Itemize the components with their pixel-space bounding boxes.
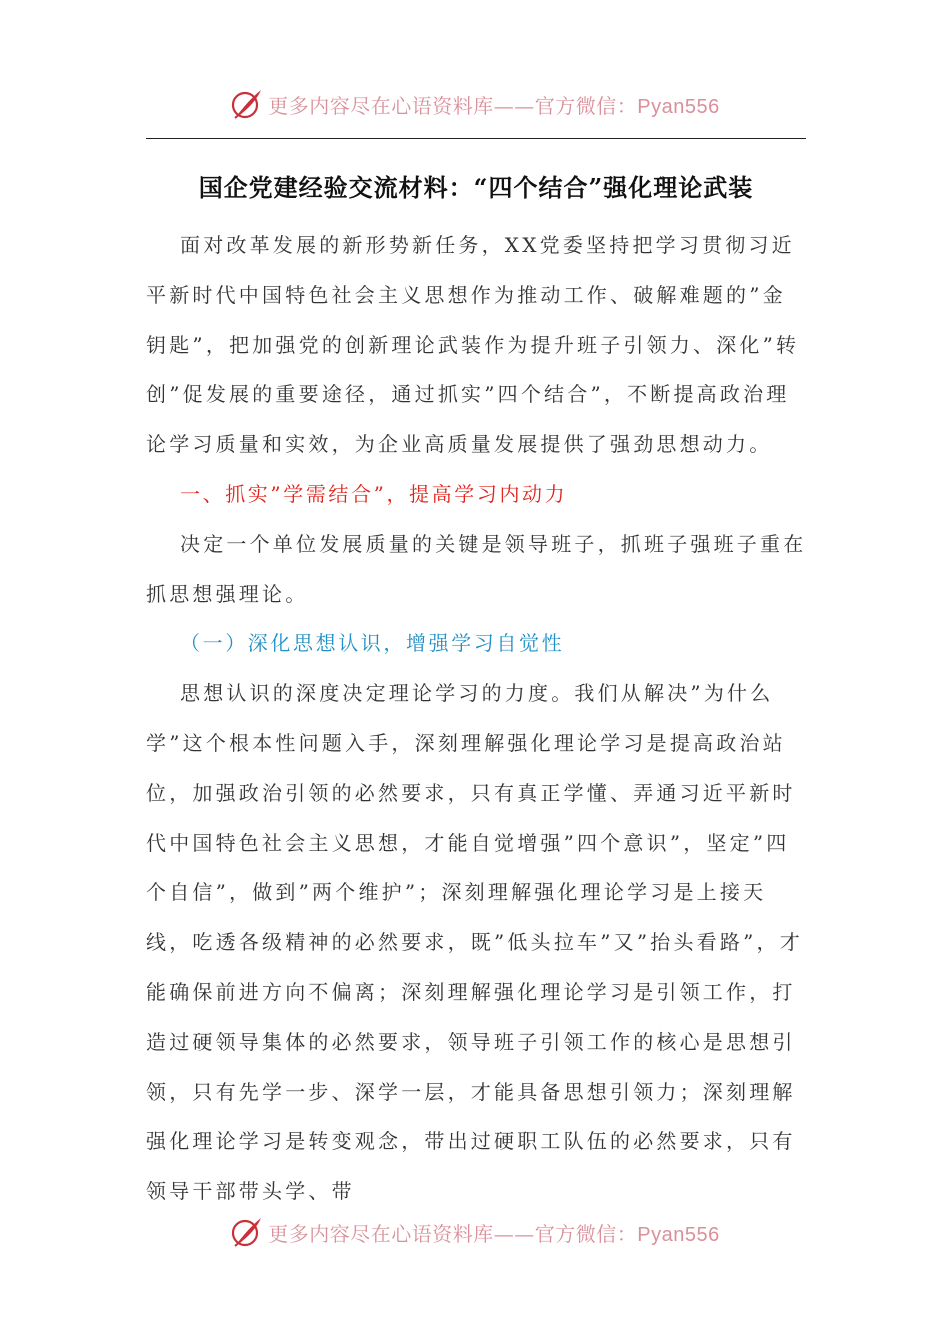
subsection-heading: （一）深化思想认识，增强学习自觉性 — [180, 631, 565, 656]
quill-pen-icon — [230, 1215, 264, 1249]
subsection-paragraph: 思想认识的深度决定理论学习的力度。我们从解决”为什么学”这个根本性问题入手，深刻理解强化理论学习是提高政治站位，加强政治引领的必然要求，只有真正学懂、弄通习近平新时代中国特色社会主义思想，才能自觉增强”四个意识”，坚定”四个自信”，做到”两个维护”；深刻理解强化理论学习是上接天线，吃透各级精神的必然要求，既”低头拉车”又”抬头看路”，才能确保前进方向不偏离；深刻理解强化理论学习是引领工作，打造过硬领导集体的必然要求，领导班子引领工作的核心是思想引领，只有先学一步、深学一层，才能具备思想引领力；深刻理解强化理论学习是转变观念，带出过硬职工队伍的必然要求，只有领导干部带头学、带 — [146, 681, 803, 1204]
document-body — [146, 221, 808, 1217]
header-watermark — [0, 84, 950, 124]
intro-paragraph: 面对改革发展的新形势新任务，XX党委坚持把学习贯彻习近平新时代中国特色社会主义思想作为推动工作、破解难题的”金钥匙”，把加强党的创新理论武装作为提升班子引领力、深化”转创”促发展的重要途径，通过抓实”四个结合”，不断提高政治理论学习质量和实效，为企业高质量发展提供了强劲思想动力。 — [146, 233, 800, 457]
header-divider — [146, 138, 806, 139]
section-heading: 一、抓实”学需结合”，提高学习内动力 — [180, 481, 568, 506]
watermark-text: 更多内容尽在心语资料库——官方微信：Pyan556 — [268, 1221, 720, 1246]
section-paragraph: 决定一个单位发展质量的关键是领导班子，抓班子强班子重在抓思想强理论。 — [146, 531, 807, 606]
footer-watermark — [0, 1212, 950, 1252]
quill-pen-icon — [230, 87, 264, 121]
watermark-text: 更多内容尽在心语资料库——官方微信：Pyan556 — [268, 93, 720, 118]
document-title: 国企党建经验交流材料：“四个结合”强化理论武装 — [198, 173, 754, 202]
